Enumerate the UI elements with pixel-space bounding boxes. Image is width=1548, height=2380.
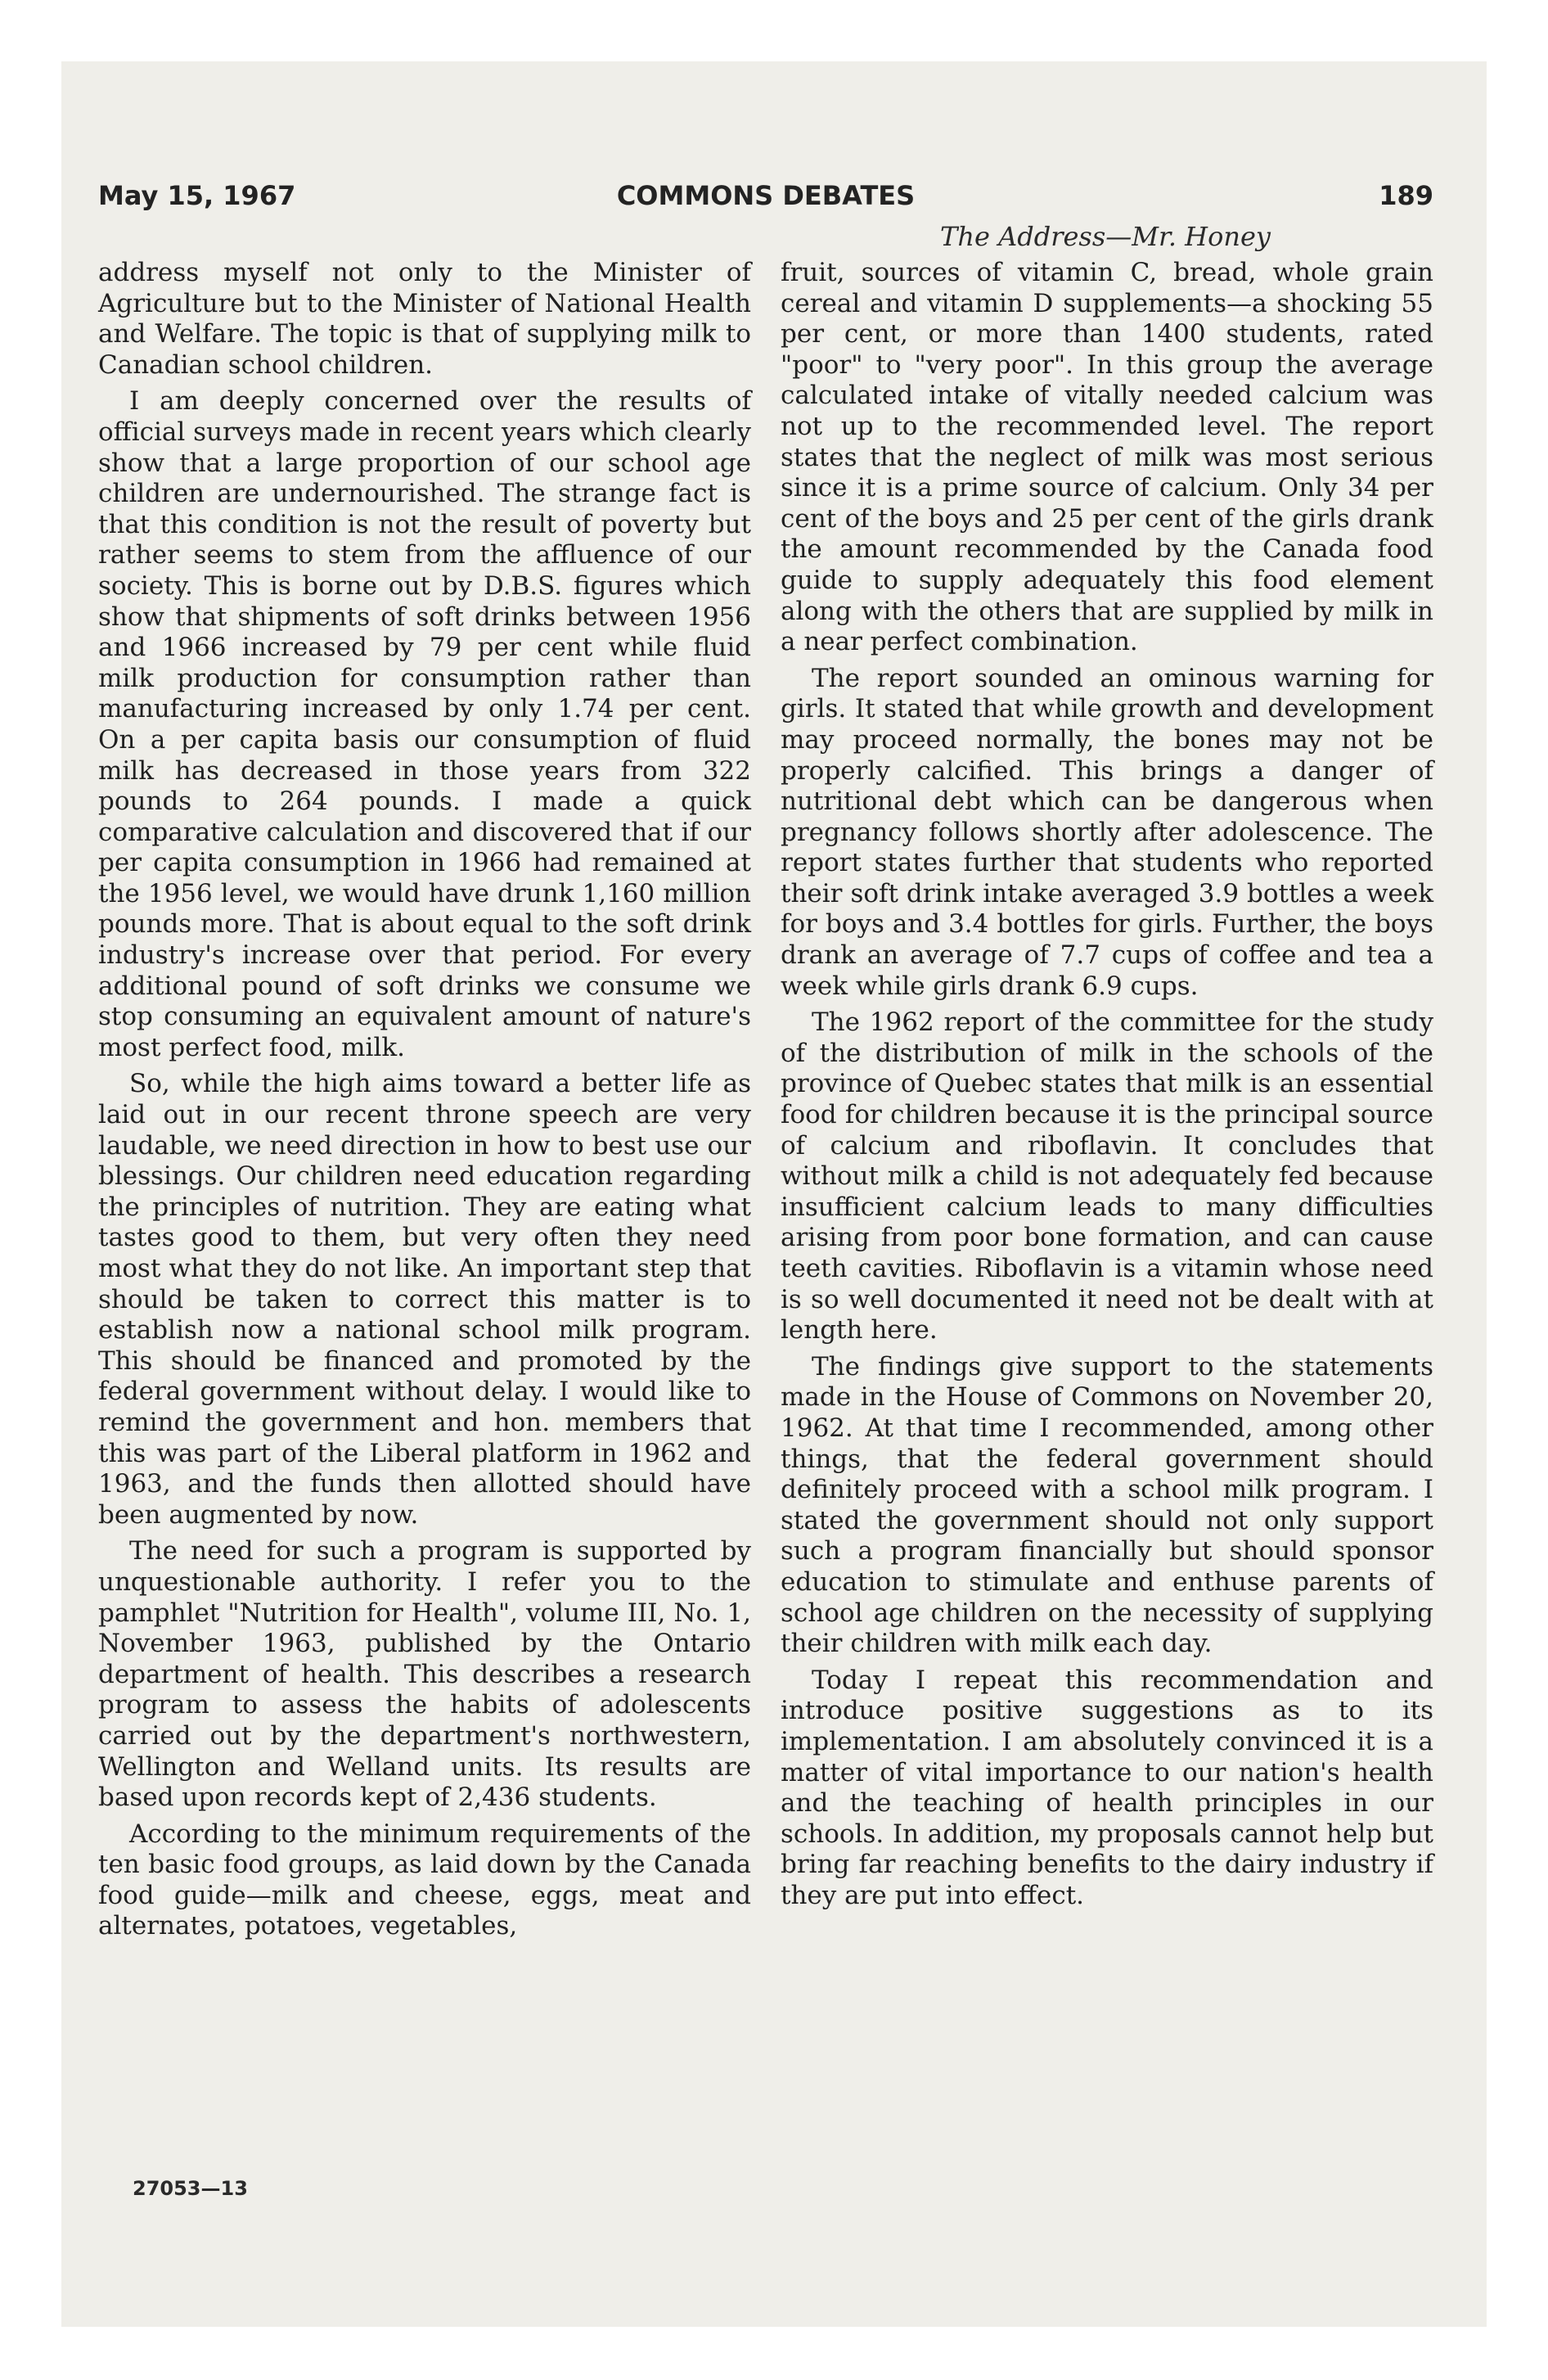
paragraph: According to the minimum requirements of the ten basic food groups, as laid down by the Canada food guide—milk and cheese, eggs, meat and alternates, potatoes, vegetables,	[98, 1819, 751, 1941]
paragraph: The 1962 report of the committee for the study of the distribution of milk in the schools of the province of Quebec states that milk is an essential food for children because it is the principal source of calcium and riboflavin. It concludes that without milk a child is not adequately fed because insufficient calcium leads to many difficulties arising from poor bone formation, and can cause teeth cavities. Riboflavin is a vitamin whose need is so well documented it need not be dealt with at length here.	[781, 1007, 1433, 1346]
paragraph: The report sounded an ominous warning for girls. It stated that while growth and development may proceed normally, the bones may not be properly calcified. This brings a danger of nutritional debt which can be dangerous when pregnancy follows shortly after adolescence. The report states further that students who reported their soft drink intake averaged 3.9 bottles a week for boys and 3.4 bottles for girls. Further, the boys drank an average of 7.7 cups of coffee and tea a week while girls drank 6.9 cups.	[781, 663, 1433, 1001]
page-header	[98, 180, 1433, 226]
header-page-number: 189	[1379, 180, 1433, 211]
paragraph: fruit, sources of vitamin C, bread, whole grain cereal and vitamin D supplements—a shocking 55 per cent, or more than 1400 students, rated "poor" to "very poor". In this group the average calculated intake of vitally needed calcium was not up to the recommended level. The report states that the neglect of milk was most serious since it is a prime source of calcium. Only 34 per cent of the boys and 25 per cent of the girls drank the amount recommended by the Canada food guide to supply adequately this food element along with the others that are supplied by milk in a near perfect combination.	[781, 258, 1433, 657]
running-head: The Address—Mr. Honey	[940, 221, 1271, 252]
paragraph: So, while the high aims toward a better life as laid out in our recent throne speech are very laudable, we need direction in how to best use our blessings. Our children need education regarding the principles of nutrition. They are eating what tastes good to them, but very often they need most what they do not like. An important step that should be taken to correct this matter is to establish now a national school milk program. This should be financed and promoted by the federal government without delay. I would like to remind the government and hon. members that this was part of the Liberal platform in 1962 and 1963, and the funds then allotted should have been augmented by now.	[98, 1069, 751, 1530]
footer-printer-code: 27053—13	[133, 2177, 248, 2200]
header-journal-title: COMMONS DEBATES	[616, 180, 916, 211]
paragraph: The findings give support to the statements made in the House of Commons on November 20, 1962. At that time I recommended, among other things, that the federal government should definitely proceed with a school milk program. I stated the government should not only support such a program financially but should sponsor education to stimulate and enthuse parents of school age children on the necessity of supplying their children with milk each day.	[781, 1351, 1433, 1659]
right-column	[781, 258, 1433, 1911]
paragraph: address myself not only to the Minister of Agriculture but to the Minister of National Health and Welfare. The topic is that of supplying milk to Canadian school children.	[98, 258, 751, 380]
left-column	[98, 258, 751, 1942]
paragraph: Today I repeat this recommendation and introduce positive suggestions as to its implementation. I am absolutely convinced it is a matter of vital importance to our nation's health and the teaching of health principles in our schools. In addition, my proposals cannot help but bring far reaching benefits to the dairy industry if they are put into effect.	[781, 1665, 1433, 1910]
header-date: May 15, 1967	[98, 180, 296, 211]
paragraph: I am deeply concerned over the results of official surveys made in recent years which clearly show that a large proportion of our school age children are undernourished. The strange fact is that this condition is not the result of poverty but rather seems to stem from the affluence of our society. This is borne out by D.B.S. figures which show that shipments of soft drinks between 1956 and 1966 increased by 79 per cent while fluid milk production for consumption rather than manufacturing increased by only 1.74 per cent. On a per capita basis our consumption of fluid milk has decreased in those years from 322 pounds to 264 pounds. I made a quick comparative calculation and discovered that if our per capita consumption in 1966 had remained at the 1956 level, we would have drunk 1,160 million pounds more. That is about equal to the soft drink industry's increase over that period. For every additional pound of soft drinks we consume we stop consuming an equivalent amount of nature's most perfect food, milk.	[98, 386, 751, 1062]
paragraph: The need for such a program is supported by unquestionable authority. I refer you to the pamphlet "Nutrition for Health", volume III, No. 1, November 1963, published by the Ontario department of health. This describes a research program to assess the habits of adolescents carried out by the department's northwestern, Wellington and Welland units. Its results are based upon records kept of 2,436 students.	[98, 1536, 751, 1813]
